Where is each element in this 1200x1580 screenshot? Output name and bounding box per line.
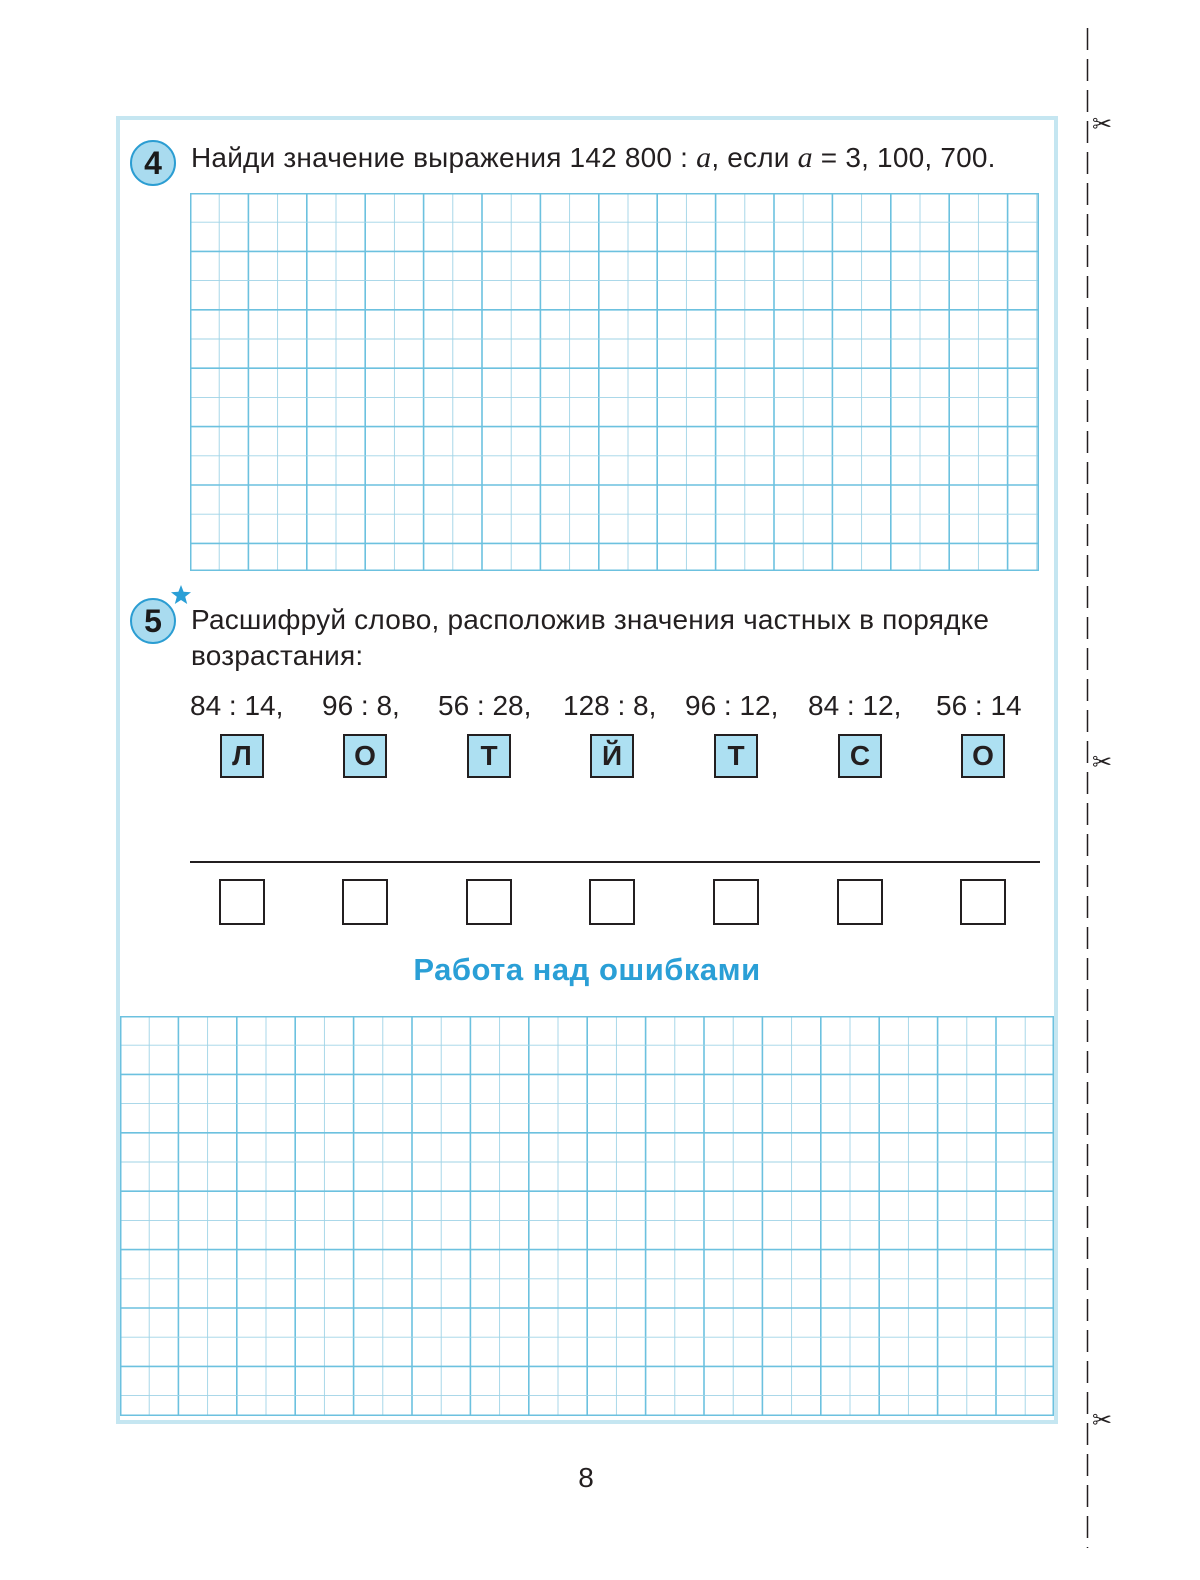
expression: 128 : 8, bbox=[563, 690, 657, 721]
letter-tile: О bbox=[343, 734, 387, 778]
answer-box[interactable] bbox=[342, 879, 388, 925]
letter-tile: Л bbox=[220, 734, 264, 778]
task5-prompt-line2: возрастания: bbox=[191, 640, 364, 671]
answer-grid[interactable] bbox=[190, 193, 1039, 571]
expressions-row bbox=[190, 688, 1040, 724]
expression: 84 : 12, bbox=[808, 690, 902, 721]
expression: 56 : 28, bbox=[438, 690, 532, 721]
task-number-badge: 5 bbox=[130, 598, 176, 644]
scissors-icon: ✂ bbox=[1092, 749, 1113, 776]
mistakes-grid[interactable] bbox=[120, 1016, 1054, 1416]
letter-tile: Й bbox=[590, 734, 634, 778]
task5-prompt-line1: Расшифруй слово, расположив значения частных в порядке bbox=[191, 604, 990, 635]
letter-tile: О bbox=[961, 734, 1005, 778]
answer-box[interactable] bbox=[219, 879, 265, 925]
answer-line[interactable] bbox=[190, 861, 1040, 863]
answer-box[interactable] bbox=[466, 879, 512, 925]
answer-box[interactable] bbox=[960, 879, 1006, 925]
cut-line bbox=[1086, 28, 1089, 1548]
expression: 84 : 14, bbox=[190, 690, 284, 721]
answer-box[interactable] bbox=[589, 879, 635, 925]
page-number: 8 bbox=[578, 1462, 594, 1493]
task4-prompt: Найди значение выражения 142 800 : a, если a = 3, 100, 700. bbox=[191, 141, 996, 174]
letter-tile: Т bbox=[714, 734, 758, 778]
scissors-icon: ✂ bbox=[1092, 111, 1113, 138]
answer-box[interactable] bbox=[713, 879, 759, 925]
expression: 96 : 12, bbox=[685, 690, 779, 721]
task-number-badge: 4 bbox=[130, 140, 176, 186]
scissors-icon: ✂ bbox=[1092, 1407, 1113, 1434]
letter-tile: С bbox=[838, 734, 882, 778]
answer-box[interactable] bbox=[837, 879, 883, 925]
star-icon bbox=[170, 584, 192, 606]
expression: 96 : 8, bbox=[322, 690, 400, 721]
task5-prompt bbox=[191, 602, 1041, 674]
expression: 56 : 14 bbox=[936, 690, 1022, 721]
section-title: Работа над ошибками bbox=[413, 952, 761, 987]
letter-tile: Т bbox=[467, 734, 511, 778]
